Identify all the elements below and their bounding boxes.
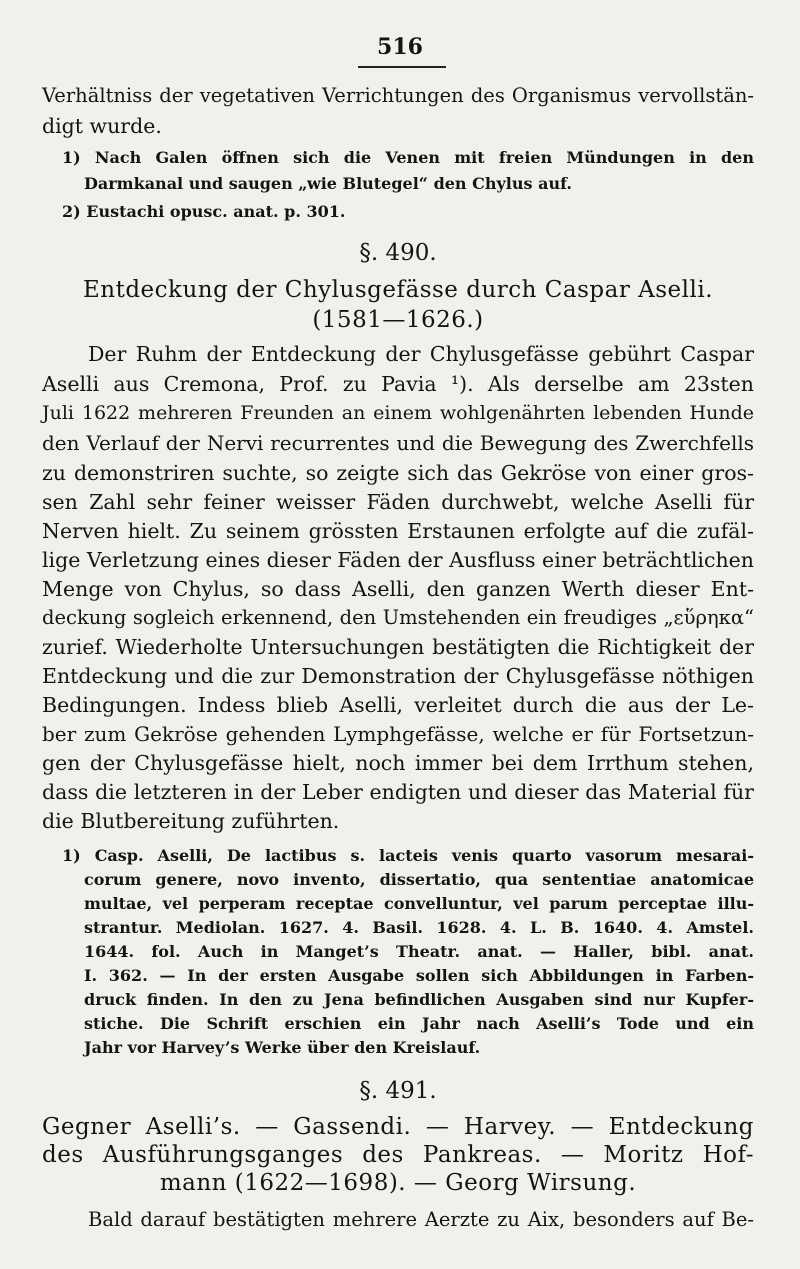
text-line: Entdeckung und die zur Demonstration der Chylusgefässe nöthigen <box>42 664 754 688</box>
text-line: Menge von Chylus, so dass Aselli, den ganzen Werth dieser Ent- <box>42 577 754 601</box>
page-number-rule <box>358 66 446 68</box>
footnote-line: strantur. Mediolan. 1627. 4. Basil. 1628. 4. L. B. 1640. 4. Amstel. <box>84 918 754 937</box>
section-heading: Entdeckung der Chylusgefässe durch Caspar Aselli. <box>82 277 714 303</box>
footnote-line: Jahr vor Harvey’s Werke über den Kreislauf. <box>84 1038 481 1057</box>
text-line: zu demonstriren suchte, so zeigte sich das Gekröse von einer gros- <box>42 461 754 485</box>
text-line: Aselli aus Cremona, Prof. zu Pavia ¹). Als derselbe am 23sten <box>42 372 754 396</box>
section-number: §. 490. <box>359 240 437 266</box>
section-heading: (1581—1626.) <box>312 307 484 333</box>
section-heading: mann (1622—1698). — Georg Wirsung. <box>159 1170 637 1196</box>
footnote-line: corum genere, novo invento, dissertatio, qua sententiae anatomicae <box>84 870 754 889</box>
text-line: digt wurde. <box>42 114 162 138</box>
footnote-line: 1644. fol. Auch in Manget’s Theatr. anat. — Haller, bibl. anat. <box>84 942 754 961</box>
text-line: gen der Chylusgefässe hielt, noch immer bei dem Irrthum stehen, <box>42 751 754 775</box>
footnote-line: 2) Eustachi opusc. anat. p. 301. <box>62 202 346 221</box>
text-line: Verhältniss der vegetativen Verrichtungen des Organismus vervollstän- <box>42 84 754 107</box>
footnote-line: stiche. Die Schrift erschien ein Jahr nach Aselli’s Tode und ein <box>84 1014 754 1033</box>
text-line: die Blutbereitung zuführten. <box>42 809 340 833</box>
footnote-line: 1) Nach Galen öffnen sich die Venen mit freien Mündungen in den <box>62 148 754 167</box>
footnote-line: multae, vel perperam receptae convelluntur, vel parum perceptae illu- <box>84 894 754 913</box>
footnote-line: 1) Casp. Aselli, De lactibus s. lacteis venis quarto vasorum mesarai- <box>62 846 754 865</box>
text-line: Nerven hielt. Zu seinem grössten Erstaunen erfolgte auf die zufäl- <box>42 519 754 543</box>
footnote-line: druck finden. In den zu Jena befindlichen Ausgaben sind nur Kupfer- <box>84 990 754 1009</box>
text-line: Bald darauf bestätigten mehrere Aerzte zu Aix, besonders auf Be- <box>88 1208 754 1231</box>
text-line: den Verlauf der Nervi recurrentes und die Bewegung des Zwerchfells <box>42 431 754 455</box>
text-line: Bedingungen. Indess blieb Aselli, verleitet durch die aus der Le- <box>42 693 754 717</box>
text-line: lige Verletzung eines dieser Fäden der Ausfluss einer beträchtlichen <box>42 548 754 572</box>
footnote-line: Darmkanal und saugen „wie Blutegel“ den Chylus auf. <box>84 174 572 193</box>
text-line: Juli 1622 mehreren Freunden an einem wohlgenährten lebenden Hunde <box>42 402 754 424</box>
text-line: Der Ruhm der Entdeckung der Chylusgefässe gebührt Caspar <box>88 342 754 366</box>
text-line: dass die letzteren in der Leber endigten und dieser das Material für <box>42 780 754 804</box>
text-line: sen Zahl sehr feiner weisser Fäden durchwebt, welche Aselli für <box>42 490 754 514</box>
section-heading: des Ausführungsganges des Pankreas. — Moritz Hof- <box>42 1142 754 1168</box>
footnote-line: I. 362. — In der ersten Ausgabe sollen sich Abbildungen in Farben- <box>84 966 754 985</box>
page-number: 516 <box>377 34 423 60</box>
section-number: §. 491. <box>359 1078 437 1104</box>
section-heading: Gegner Aselli’s. — Gassendi. — Harvey. — Entdeckung <box>42 1114 754 1140</box>
text-line: zurief. Wiederholte Untersuchungen bestätigten die Richtigkeit der <box>42 635 754 659</box>
text-line: ber zum Gekröse gehenden Lymphgefässe, welche er für Fortsetzun- <box>42 722 754 746</box>
text-line: deckung sogleich erkennend, den Umstehenden ein freudiges „εὕρηκα“ <box>42 606 754 629</box>
